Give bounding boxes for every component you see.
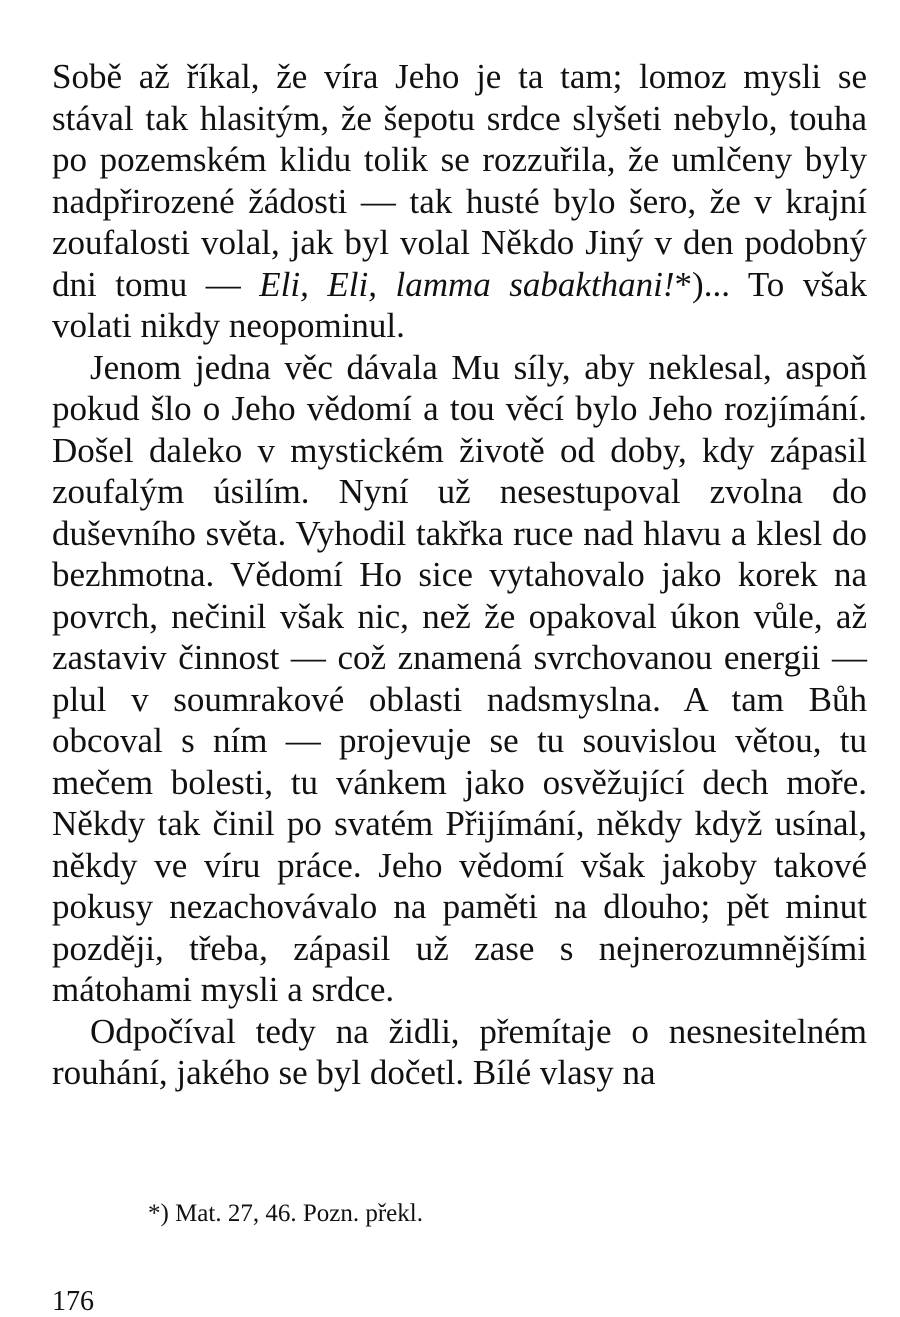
paragraph-1-text-after-quote: ... To však volati nikdy neopominul.: [52, 264, 867, 345]
paragraph-1-text-before-quote: Sobě až říkal, že víra Jeho je ta tam; lomoz mysli se stával tak hlasitým, že šepotu srdce slyšeti nebylo, touha po pozemském klidu tolik se rozzuřila, že umlčeny byly nadpřirozené žádosti — tak husté bylo šero, že v krajní zoufalosti volal, jak byl volal Někdo Jiný v den podobný dni tomu —: [52, 57, 867, 304]
book-page-text: [52, 56, 867, 1094]
paragraph-1: [52, 56, 867, 347]
paragraph-2: Jenom jedna věc dávala Mu síly, aby neklesal, aspoň pokud šlo o Jeho vědomí a tou věcí bylo Jeho rozjímání. Došel daleko v mystickém životě od doby, kdy zápasil zoufalým úsilím. Nyní už nesestupoval zvolna do duševního světa. Vyhodil takřka ruce nad hlavu a klesl do bezhmotna. Vědomí Ho sice vytahovalo jako korek na povrch, nečinil však nic, než že opakoval úkon vůle, až zastaviv činnost — což znamená svrchovanou energii — plul v soumrakové oblasti nadsmyslna. A tam Bůh obcoval s ním — projevuje se tu souvislou větou, tu mečem bolesti, tu vánkem jako osvěžující dech moře. Někdy tak činil po svatém Přijímání, někdy když usínal, někdy ve víru práce. Jeho vědomí však jakoby takové pokusy nezachovávalo na paměti na dlouho; pět minut později, třeba, zápasil už zase s nejnerozumnějšími mátohami mysli a srdce.: [52, 347, 867, 1009]
paragraph-1-italic-quote: Eli, Eli, lamma sabakthani!: [259, 264, 675, 304]
footnote-reference: *): [674, 264, 704, 304]
footnote: *) Mat. 27, 46. Pozn. překl.: [148, 1200, 423, 1227]
paragraph-3: Odpočíval tedy na židli, přemítaje o nesnesitelném rouhání, jakého se byl dočetl. Bílé vlasy na: [52, 1011, 867, 1092]
page-number: 176: [52, 1286, 94, 1317]
